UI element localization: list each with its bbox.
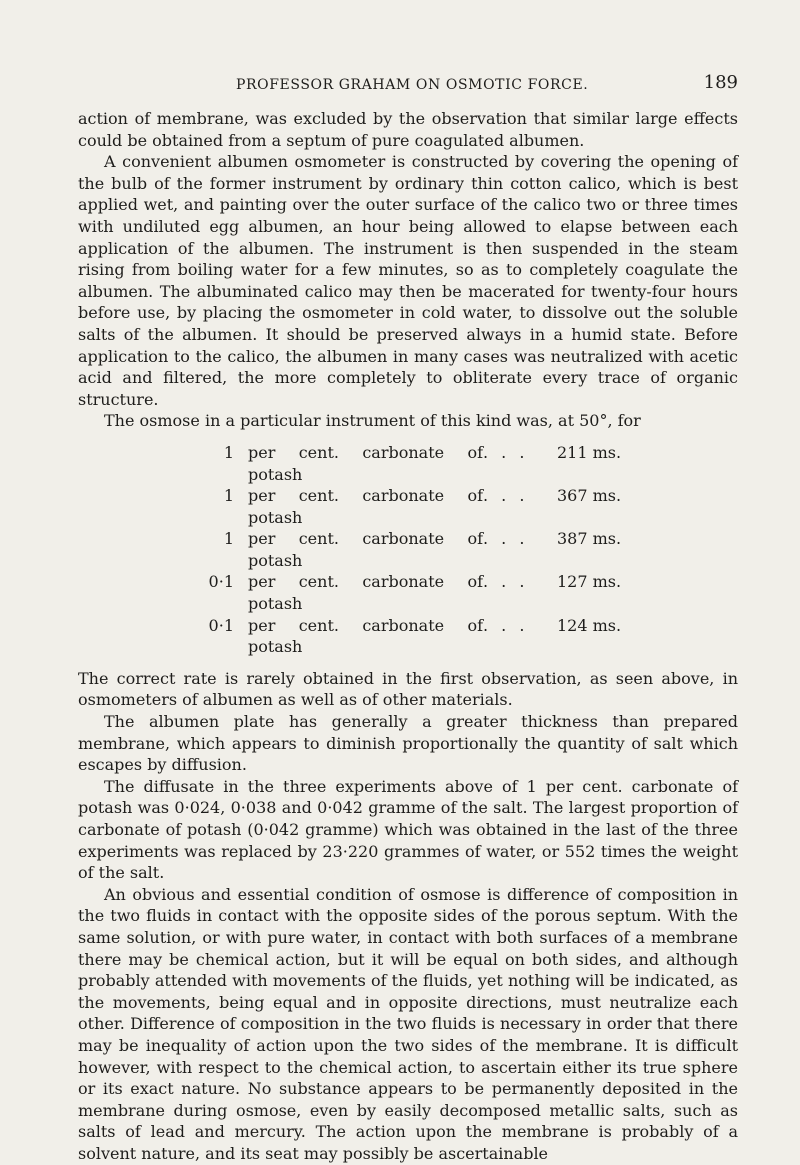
- rate-cell: 387 ms.: [557, 529, 622, 549]
- table-row: [208, 528, 637, 571]
- osmose-table: [208, 442, 637, 658]
- substance-cell: per cent. carbonate of potash: [248, 442, 483, 484]
- substance-cell: per cent. carbonate of potash: [248, 529, 483, 570]
- percent-cell: 0·1: [208, 615, 234, 635]
- paragraph: The correct rate is rarely obtained in the first observation, as seen above, in osmometers of albumen as well as of other materials.: [78, 668, 738, 710]
- leader-dots: . . .: [483, 529, 529, 549]
- table-row: [208, 615, 637, 658]
- body-text: [78, 108, 738, 1165]
- paragraph: The osmose in a particular instrument of this kind was, at 50°, for: [104, 411, 641, 431]
- paragraph: An obvious and essential condition of osmose is difference of composition in the two fluids in contact with the opposite sides of the porous septum. With the same solution, or with pure water, in contact with both surfaces of a membrane there may be chemical action, but it will be equal on both sides, and although probably attended with movements of the fluids, yet nothing will be indicated, as the movements, being equal and in opposite directions, must neutralize each other. Difference of composition in the two fluids is necessary in order that there may be inequality of action upon the two sides of the membrane. It is difficult however, with respect to the chemical action, to ascertain either its true sphere or its exact nature. No substance appears to be permanently deposited in the membrane during osmose, even by easily decomposed metallic salts, such as salts of lead and mercury. The action upon the membrane is probably of a solvent nature, and its seat may possibly be ascertainable: [78, 884, 738, 1163]
- percent-cell: 1: [223, 529, 234, 549]
- rate-cell: 124 ms.: [557, 615, 622, 635]
- rate-cell: 367 ms.: [557, 486, 622, 506]
- leader-dots: . . .: [483, 486, 529, 506]
- paragraph: The diffusate in the three experiments above of 1 per cent. carbonate of potash was 0·024, 0·038 and 0·042 gramme of the salt. The largest proportion of carbonate of potash (0·042 gramme) which was obtained in the last of the three experiments was replaced by 23·220 grammes of water, or 552 times the weight of the salt.: [78, 776, 738, 883]
- percent-cell: 0·1: [208, 572, 234, 592]
- running-head: PROFESSOR GRAHAM ON OSMOTIC FORCE.: [236, 77, 589, 93]
- rate-cell: 127 ms.: [557, 572, 622, 592]
- percent-cell: 1: [223, 442, 234, 462]
- substance-cell: per cent. carbonate of potash: [248, 486, 483, 527]
- table-row: [208, 571, 637, 614]
- substance-cell: per cent. carbonate of potash: [248, 615, 483, 657]
- leader-dots: . . .: [483, 572, 529, 592]
- rate-cell: 211 ms.: [557, 442, 622, 462]
- page-header: [78, 74, 738, 98]
- paragraph: The albumen plate has generally a greater thickness than prepared membrane, which appears to diminish proportionally the quantity of salt which escapes by diffusion.: [78, 712, 738, 775]
- table-row: [208, 442, 637, 485]
- page-number: 189: [703, 72, 738, 93]
- leader-dots: . . .: [483, 442, 529, 462]
- leader-dots: . . .: [483, 615, 529, 635]
- table-row: [208, 485, 637, 528]
- substance-cell: per cent. carbonate of potash: [248, 572, 483, 614]
- paragraph: A convenient albumen osmometer is constructed by covering the opening of the bulb of the former instrument by ordinary thin cotton calico, which is best applied wet, and painting over the outer surface of the calico two or three times with undiluted egg albumen, an hour being allowed to elapse between each application of the albumen. The instrument is then suspended in the steam rising from boiling water for a few minutes, so as to completely coagulate the albumen. The albuminated calico may then be macerated for twenty-four hours before use, by placing the osmometer in cold water, to dissolve out the soluble salts of the albumen. It should be preserved always in a humid state. Before application to the calico, the albumen in many cases was neutralized with acetic acid and filtered, the more completely to obliterate every trace of organic structure.: [78, 152, 738, 409]
- paragraph: action of membrane, was excluded by the observation that similar large effects could be obtained from a septum of pure coagulated albumen.: [78, 109, 738, 150]
- percent-cell: 1: [223, 486, 234, 506]
